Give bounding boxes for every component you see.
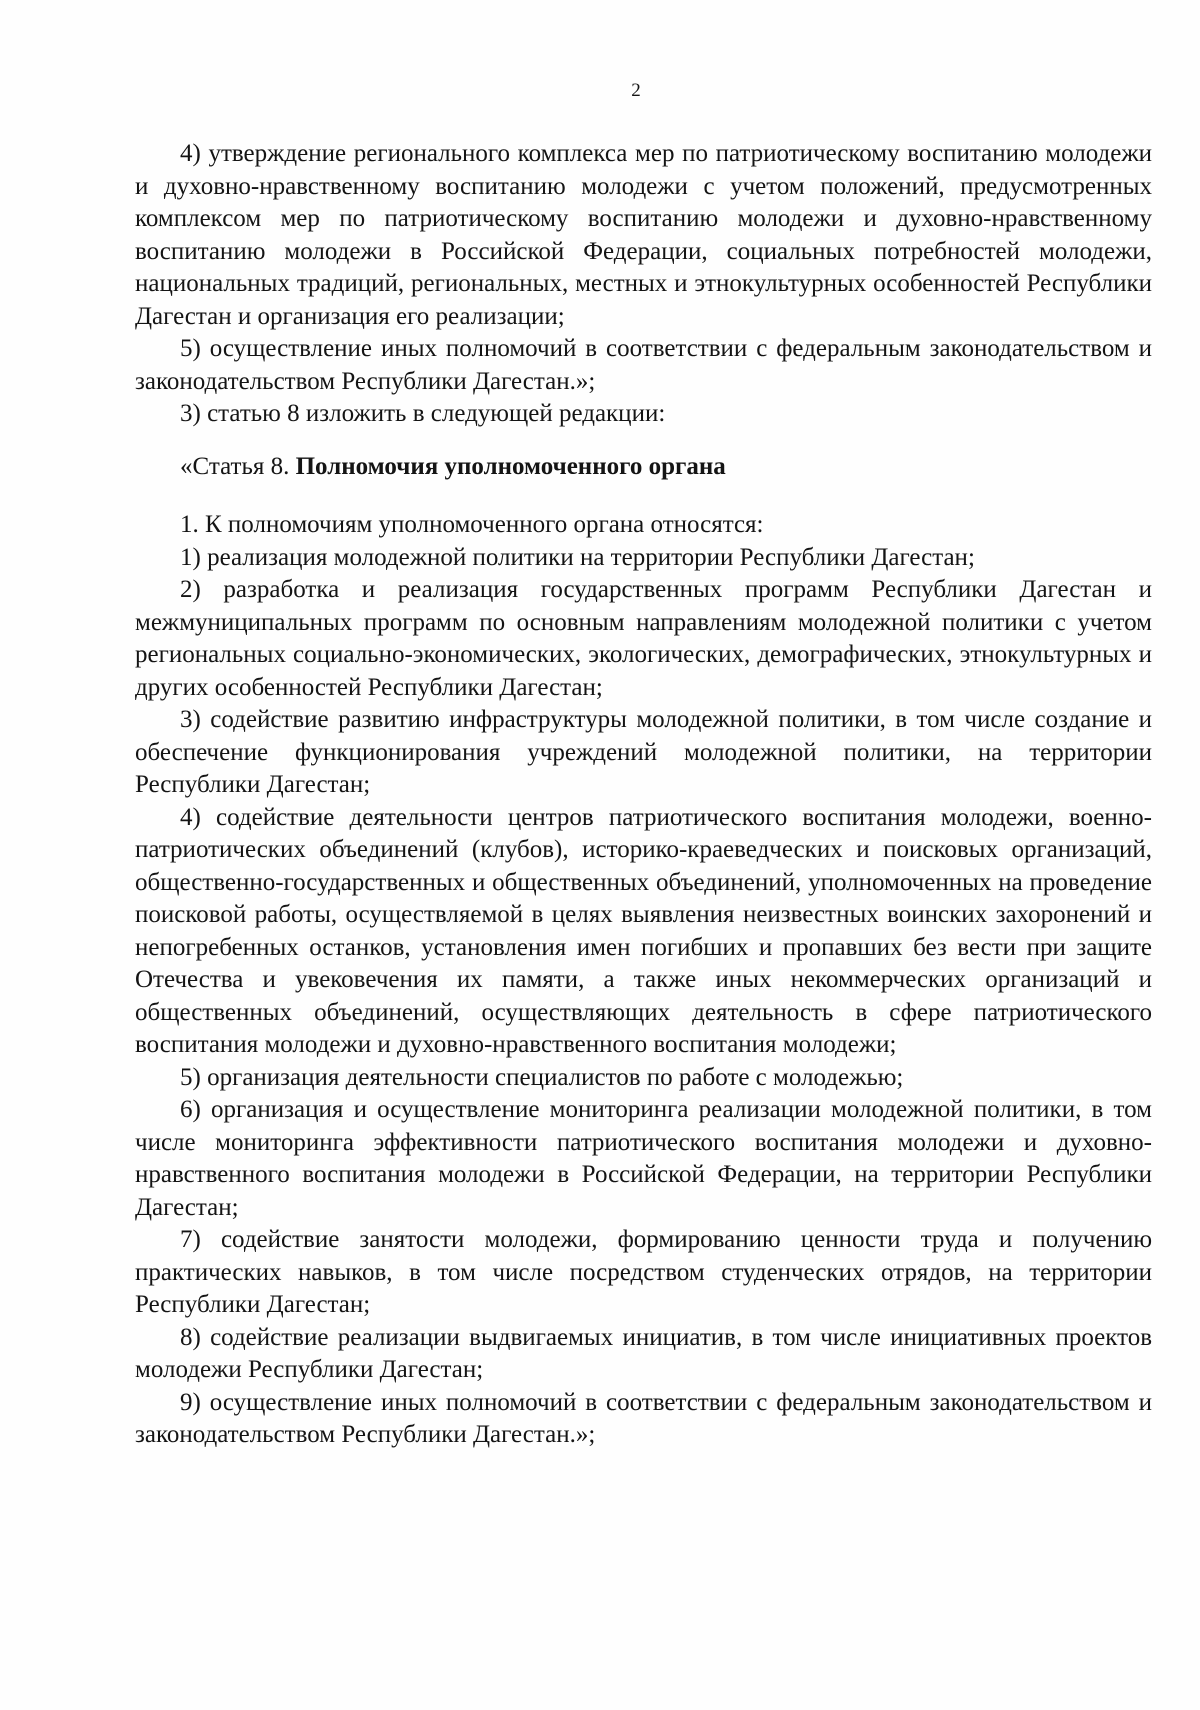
paragraph-subitem-8: 8) содействие реализации выдвигаемых инициатив, в том числе инициативных проектов молодежи Республики Дагестан;	[135, 1323, 1152, 1383]
article-heading	[135, 451, 1152, 484]
paragraph-subitem-3: 3) содействие развитию инфраструктуры молодежной политики, в том числе создание и обеспечение функционирования учреждений молодежной политики, на территории Республики Дагестан;	[135, 706, 1152, 798]
paragraph-subitem-2: 2) разработка и реализация государственных программ Республики Дагестан и межмуниципальных программ по основным направлениям молодежной политики с учетом региональных социально-экономических, экологических, демографических, этнокультурных и других особенностей Республики Дагестан;	[135, 576, 1152, 701]
paragraph-subitem-6: 6) организация и осуществление мониторинга реализации молодежной политики, в том числе мониторинга эффективности патриотического воспитания молодежи и духовно-нравственного воспитания молодежи в Российской Федерации, на территории Республики Дагестан;	[135, 1096, 1152, 1221]
paragraph-item-4-approval: 4) утверждение регионального комплекса мер по патриотическому воспитанию молодежи и духовно-нравственному воспитанию молодежи с учетом положений, предусмотренных комплексом мер по патриотическому воспитанию молодежи и духовно-нравственному воспитанию молодежи в Российской Федерации, социальных потребностей молодежи, национальных традиций, региональных, местных и этнокультурных особенностей Республики Дагестан и организация его реализации;	[135, 140, 1152, 330]
article-heading-prefix: «Статья 8.	[180, 452, 296, 480]
paragraph-clause-1: 1. К полномочиям уполномоченного органа относятся:	[180, 511, 764, 538]
paragraph-subitem-4: 4) содействие деятельности центров патриотического воспитания молодежи, военно-патриотических объединений (клубов), историко-краеведческих и поисковых организаций, общественно-государственных и общественных объединений, уполномоченных на проведение поисковой работы, осуществляемой в целях выявления неизвестных воинских захоронений и непогребенных останков, установления имен погибших и пропавших без вести при защите Отечества и увековечения их памяти, а также иных некоммерческих организаций и общественных объединений, осуществляющих деятельность в сфере патриотического воспитания молодежи и духовно-нравственного воспитания молодежи;	[135, 803, 1152, 1058]
paragraph-subitem-9: 9) осуществление иных полномочий в соответствии с федеральным законодательством и законодательством Республики Дагестан.»;	[135, 1388, 1152, 1448]
page-number: 2	[631, 80, 641, 101]
article-heading-title: Полномочия уполномоченного органа	[295, 452, 726, 480]
paragraph-subitem-5: 5) организация деятельности специалистов по работе с молодежью;	[180, 1063, 904, 1091]
document-body	[135, 138, 1152, 1452]
paragraph-item-5-other-powers: 5) осуществление иных полномочий в соответствии с федеральным законодательством и законодательством Республики Дагестан.»;	[135, 335, 1152, 395]
paragraph-subitem-7: 7) содействие занятости молодежи, формированию ценности труда и получению практических навыков, в том числе посредством студенческих отрядов, на территории Республики Дагестан;	[135, 1226, 1152, 1318]
paragraph-subitem-1: 1) реализация молодежной политики на территории Республики Дагестан;	[180, 543, 975, 571]
paragraph-amendment-article-8: 3) статью 8 изложить в следующей редакции:	[180, 400, 666, 427]
